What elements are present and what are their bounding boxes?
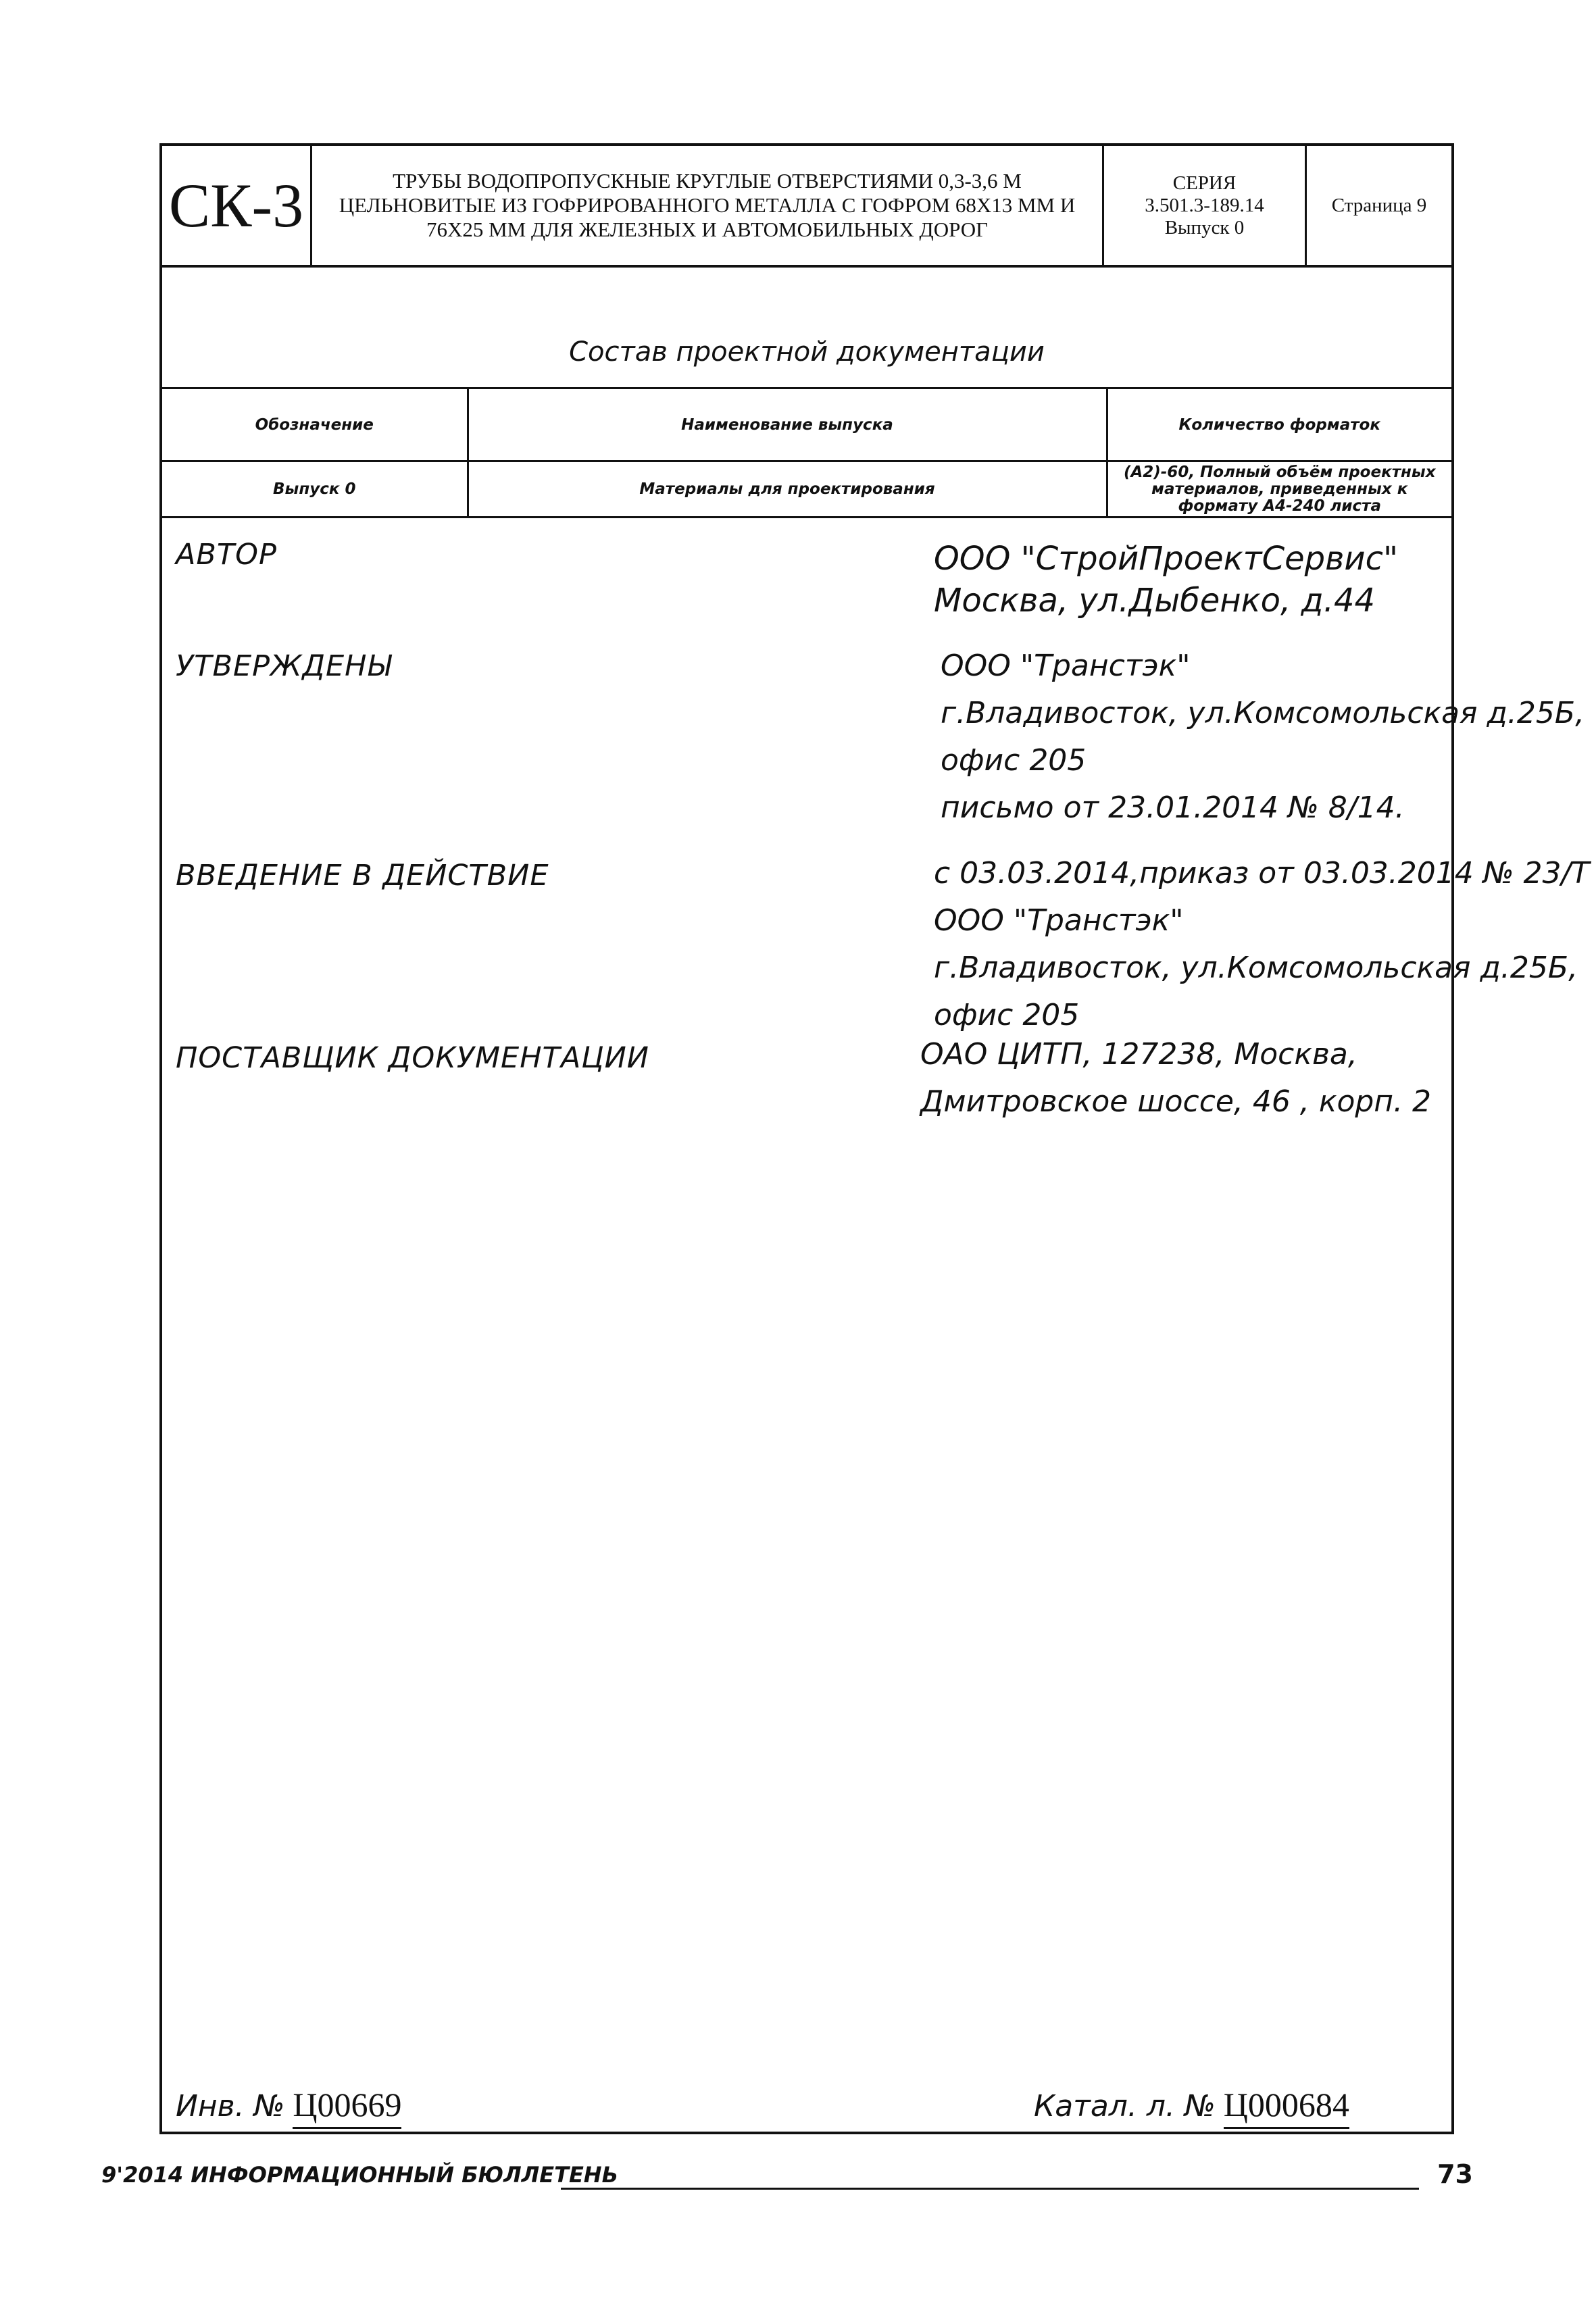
column-header-issue-name: Наименование выпуска bbox=[468, 388, 1107, 461]
enact-line: ООО "Транстэк" bbox=[934, 903, 1184, 938]
enact-value bbox=[934, 850, 1589, 1039]
inventory-number bbox=[176, 2085, 401, 2129]
catalog-label: Катал. л. № bbox=[1034, 2089, 1216, 2123]
table-cell: Материалы для проектирования bbox=[468, 461, 1107, 518]
enact-label: ВВЕДЕНИЕ В ДЕЙСТВИЕ bbox=[176, 859, 549, 892]
enact-line: офис 205 bbox=[934, 998, 1080, 1032]
supplier-value bbox=[920, 1031, 1431, 1126]
approved-line: ООО "Транстэк" bbox=[941, 649, 1191, 683]
approved-line: офис 205 bbox=[941, 743, 1087, 778]
footer-rule bbox=[561, 2188, 1419, 2190]
document-code: СК-3 bbox=[162, 146, 312, 265]
table-cell: (А2)-60, Полный объём проектных материалов, приведенных к формату А4-240 листа bbox=[1107, 461, 1451, 518]
bulletin-title: 9'2014 ИНФОРМАЦИОННЫЙ БЮЛЛЕТЕНЬ bbox=[101, 2162, 618, 2188]
series-number: 3.501.3-189.14 bbox=[1145, 194, 1264, 216]
page-footer bbox=[101, 2159, 1473, 2200]
inventory-label: Инв. № bbox=[176, 2089, 285, 2123]
author-value bbox=[934, 538, 1398, 622]
author-line: ООО "СтройПроектСервис" bbox=[934, 540, 1399, 578]
supplier-line: Дмитровское шоссе, 46 , корп. 2 bbox=[920, 1084, 1432, 1119]
approved-value bbox=[941, 643, 1585, 832]
column-header-designation: Обозначение bbox=[162, 388, 468, 461]
series-label: СЕРИЯ bbox=[1172, 172, 1237, 194]
composition-title: Состав проектной документации bbox=[569, 336, 1045, 368]
supplier-label: ПОСТАВЩИК ДОКУМЕНТАЦИИ bbox=[176, 1041, 649, 1075]
issue-number: Выпуск 0 bbox=[1164, 216, 1245, 238]
column-header-format-count: Количество форматок bbox=[1107, 388, 1451, 461]
enact-line: г.Владивосток, ул.Комсомольская д.25Б, bbox=[934, 951, 1578, 985]
approved-line: г.Владивосток, ул.Комсомольская д.25Б, bbox=[941, 696, 1585, 730]
table-header-row bbox=[162, 388, 1451, 461]
series-block bbox=[1104, 146, 1307, 265]
enact-line: с 03.03.2014,приказ от 03.03.2014 № 23/Т bbox=[934, 856, 1590, 890]
composition-table bbox=[162, 387, 1451, 518]
table-cell: Выпуск 0 bbox=[162, 461, 468, 518]
document-frame bbox=[159, 143, 1590, 2134]
catalog-value: Ц000684 bbox=[1224, 2085, 1349, 2129]
approved-label: УТВЕРЖДЕНЫ bbox=[176, 649, 392, 683]
page-label: Страница 9 bbox=[1331, 194, 1427, 216]
table-row bbox=[162, 461, 1451, 518]
author-line: Москва, ул.Дыбенко, д.44 bbox=[934, 582, 1376, 620]
catalog-number bbox=[1034, 2085, 1349, 2129]
inventory-value: Ц00669 bbox=[293, 2085, 401, 2129]
approved-line: письмо от 23.01.2014 № 8/14. bbox=[941, 790, 1405, 825]
document-title: ТРУБЫ ВОДОПРОПУСКНЫЕ КРУГЛЫЕ ОТВЕРСТИЯМИ 0,3-3,6 М ЦЕЛЬНОВИТЫЕ ИЗ ГОФРИРОВАННОГО МЕТАЛЛА С ГОФРОМ 68Х13 ММ И 76Х25 ММ ДЛЯ ЖЕЛЕЗНЫХ И АВТОМОБИЛЬНЫХ ДОРОГ bbox=[312, 146, 1104, 265]
title-block bbox=[162, 146, 1451, 268]
author-label: АВТОР bbox=[176, 538, 277, 572]
supplier-line: ОАО ЦИТП, 127238, Москва, bbox=[920, 1037, 1357, 1072]
page-number: 73 bbox=[1437, 2159, 1473, 2189]
